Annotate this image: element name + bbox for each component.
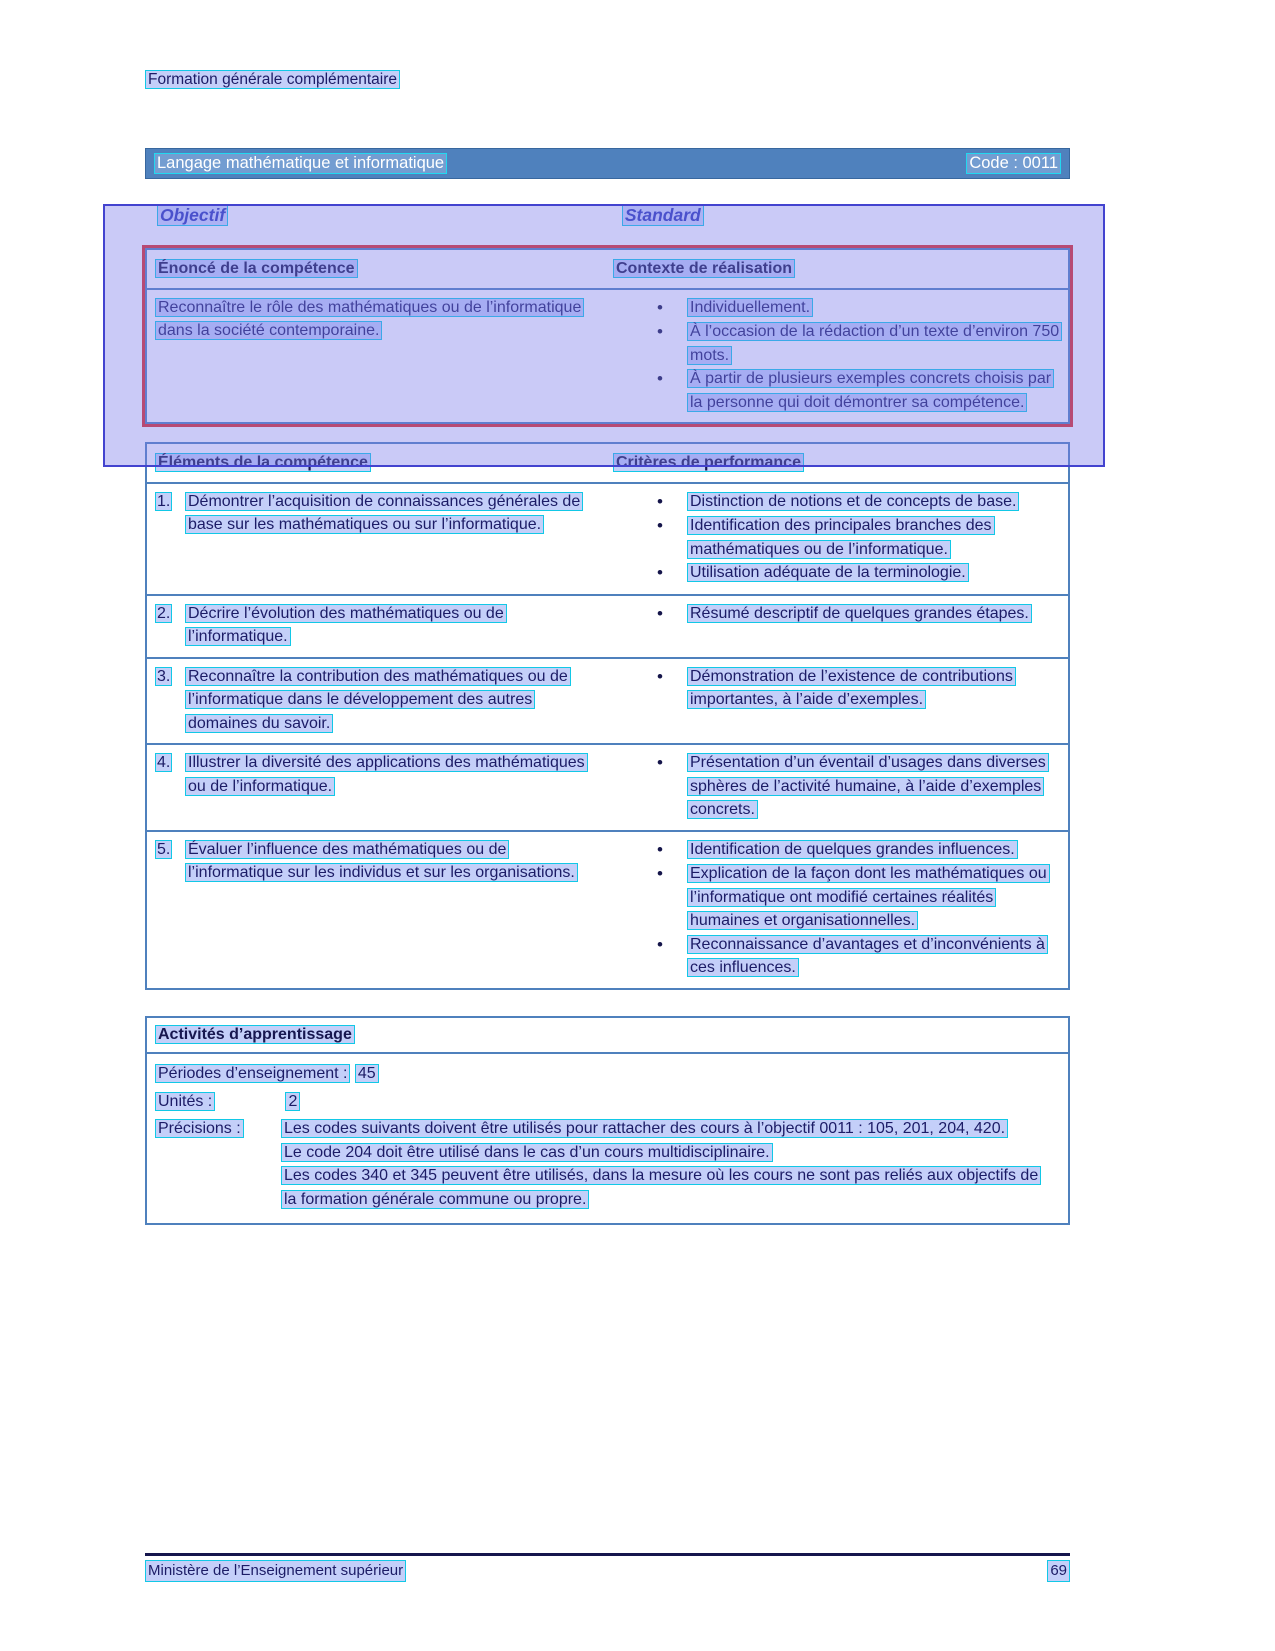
criterion-text: Démonstration de l’existence de contributions importantes, à l’aide d’exemples. <box>687 667 1016 710</box>
periods-value: 45 <box>355 1064 379 1083</box>
criterion-text: Distinction de notions et de concepts de base. <box>687 492 1019 511</box>
document-content <box>145 0 1070 1225</box>
context-bullet <box>613 320 1064 367</box>
element-row <box>147 743 1068 830</box>
criterion-text: Résumé descriptif de quelques grandes étapes. <box>687 604 1032 623</box>
criterion-bullet <box>613 514 1064 561</box>
element-row <box>147 657 1068 744</box>
course-code: Code : 0011 <box>966 153 1061 174</box>
competence-table <box>145 248 1070 424</box>
criteria-cell <box>609 484 1068 594</box>
activities-body <box>147 1054 1068 1223</box>
competence-table-body <box>147 290 1068 423</box>
elements-header: Éléments de la compétence <box>155 453 371 472</box>
element-number: 2. <box>157 604 171 622</box>
units-label: Unités : <box>155 1092 215 1111</box>
criterion-text: Utilisation adéquate de la terminologie. <box>687 563 969 582</box>
criterion-text: Identification de quelques grandes influences. <box>687 840 1018 859</box>
bullet-icon <box>657 561 687 586</box>
elements-header-cell <box>147 444 609 482</box>
criteres-header-cell <box>609 444 1068 482</box>
bullet-icon <box>657 838 687 863</box>
criteres-header: Critères de performance <box>613 453 804 472</box>
contexte-header-cell <box>609 250 1068 288</box>
criterion-bullet <box>613 751 1064 822</box>
criterion-text: Explication de la façon dont les mathématiques ou l’informatique ont modifié certaines réalités humaines et organisationnelles. <box>687 864 1050 930</box>
periods-row <box>155 1062 1060 1086</box>
competence-statement-cell <box>147 290 609 423</box>
precision-line: Les codes suivants doivent être utilisés pour rattacher des cours à l’objectif 0011 : 105, 201, 204, 420. <box>281 1119 1008 1138</box>
criterion-text: Reconnaissance d’avantages et d’inconvénients à ces influences. <box>687 935 1048 978</box>
criterion-bullet <box>613 602 1064 627</box>
bullet-icon <box>657 602 687 627</box>
precision-line: Les codes 340 et 345 peuvent être utilisés, dans la mesure où les cours ne sont pas reliés aux objectifs de la formation générale commune ou propre. <box>281 1166 1041 1209</box>
context-item: Individuellement. <box>687 298 813 317</box>
title-bar <box>145 148 1070 179</box>
precisions-label: Précisions : <box>155 1119 244 1138</box>
footer-rule <box>145 1553 1070 1556</box>
bullet-icon <box>657 490 687 515</box>
precisions-row <box>155 1117 1060 1211</box>
bullet-icon <box>657 665 687 712</box>
bullet-icon <box>657 367 687 414</box>
context-bullet <box>613 296 1064 321</box>
bullet-icon <box>657 514 687 561</box>
element-number: 4. <box>157 754 171 771</box>
element-number: 5. <box>157 840 171 858</box>
periods-label: Périodes d’enseignement : <box>155 1064 350 1083</box>
bullet-icon <box>657 751 687 822</box>
context-item: À l’occasion de la rédaction d’un texte d’environ 750 mots. <box>687 322 1062 365</box>
context-item: À partir de plusieurs exemples concrets choisis par la personne qui doit démontrer sa compétence. <box>687 369 1054 412</box>
competence-statement: Reconnaître le rôle des mathématiques ou de l’informatique dans la société contemporaine. <box>155 298 584 341</box>
element-cell <box>147 832 609 988</box>
elements-table-header <box>147 444 1068 484</box>
units-row <box>155 1090 1060 1114</box>
element-text: Reconnaître la contribution des mathématiques ou de l’informatique dans le développement des autres domaines du savoir. <box>185 667 571 733</box>
bullet-icon <box>657 320 687 367</box>
criterion-bullet <box>613 933 1064 980</box>
column-headings <box>145 203 1070 228</box>
section-label <box>145 70 1070 90</box>
element-number: 3. <box>157 667 171 685</box>
standard-heading: Standard <box>622 204 704 226</box>
criterion-bullet <box>613 490 1064 515</box>
element-text: Illustrer la diversité des applications des mathématiques ou de l’informatique. <box>185 753 588 796</box>
element-row <box>147 484 1068 594</box>
activities-header: Activités d’apprentissage <box>155 1025 355 1044</box>
contexte-header: Contexte de réalisation <box>613 259 795 278</box>
activities-table <box>145 1016 1070 1226</box>
activities-header-cell <box>147 1018 1068 1055</box>
criteria-cell <box>609 832 1068 988</box>
bullet-icon <box>657 862 687 933</box>
criterion-bullet <box>613 561 1064 586</box>
enonce-header-cell <box>147 250 609 288</box>
elements-table <box>145 442 1070 990</box>
competence-table-header <box>147 250 1068 290</box>
bullet-icon <box>657 933 687 980</box>
element-cell <box>147 484 609 594</box>
element-text: Démontrer l’acquisition de connaissances générales de base sur les mathématiques ou sur l’informatique. <box>185 492 583 535</box>
units-value: 2 <box>285 1092 300 1111</box>
element-text: Évaluer l’influence des mathématiques ou de l’informatique sur les individus et sur les organisations. <box>185 840 578 883</box>
context-bullet <box>613 367 1064 414</box>
context-list <box>609 290 1068 423</box>
criteria-cell <box>609 745 1068 830</box>
element-row <box>147 594 1068 657</box>
criterion-bullet <box>613 862 1064 933</box>
precision-line: Le code 204 doit être utilisé dans le cas d’un cours multidisciplinaire. <box>281 1143 773 1162</box>
footer-ministry: Ministère de l’Enseignement supérieur <box>145 1560 406 1582</box>
criterion-bullet <box>613 838 1064 863</box>
element-cell <box>147 659 609 744</box>
footer <box>145 1560 1070 1582</box>
element-text: Décrire l’évolution des mathématiques ou de l’informatique. <box>185 604 507 647</box>
footer-page-number: 69 <box>1047 1560 1070 1582</box>
element-number: 1. <box>157 492 171 510</box>
element-cell <box>147 745 609 830</box>
course-title: Langage mathématique et informatique <box>154 153 447 174</box>
objectif-heading: Objectif <box>157 204 228 226</box>
precisions-text <box>281 1117 1043 1211</box>
criteria-cell <box>609 659 1068 744</box>
criterion-text: Présentation d’un éventail d’usages dans diverses sphères de l’activité humaine, à l’aide d’exemples concrets. <box>687 753 1049 819</box>
criterion-bullet <box>613 665 1064 712</box>
element-cell <box>147 596 609 657</box>
criterion-text: Identification des principales branches des mathématiques ou de l’informatique. <box>687 516 995 559</box>
criteria-cell <box>609 596 1068 657</box>
enonce-header: Énoncé de la compétence <box>155 259 358 278</box>
bullet-icon <box>657 296 687 321</box>
element-row <box>147 830 1068 988</box>
section-label-text: Formation générale complémentaire <box>145 70 400 89</box>
